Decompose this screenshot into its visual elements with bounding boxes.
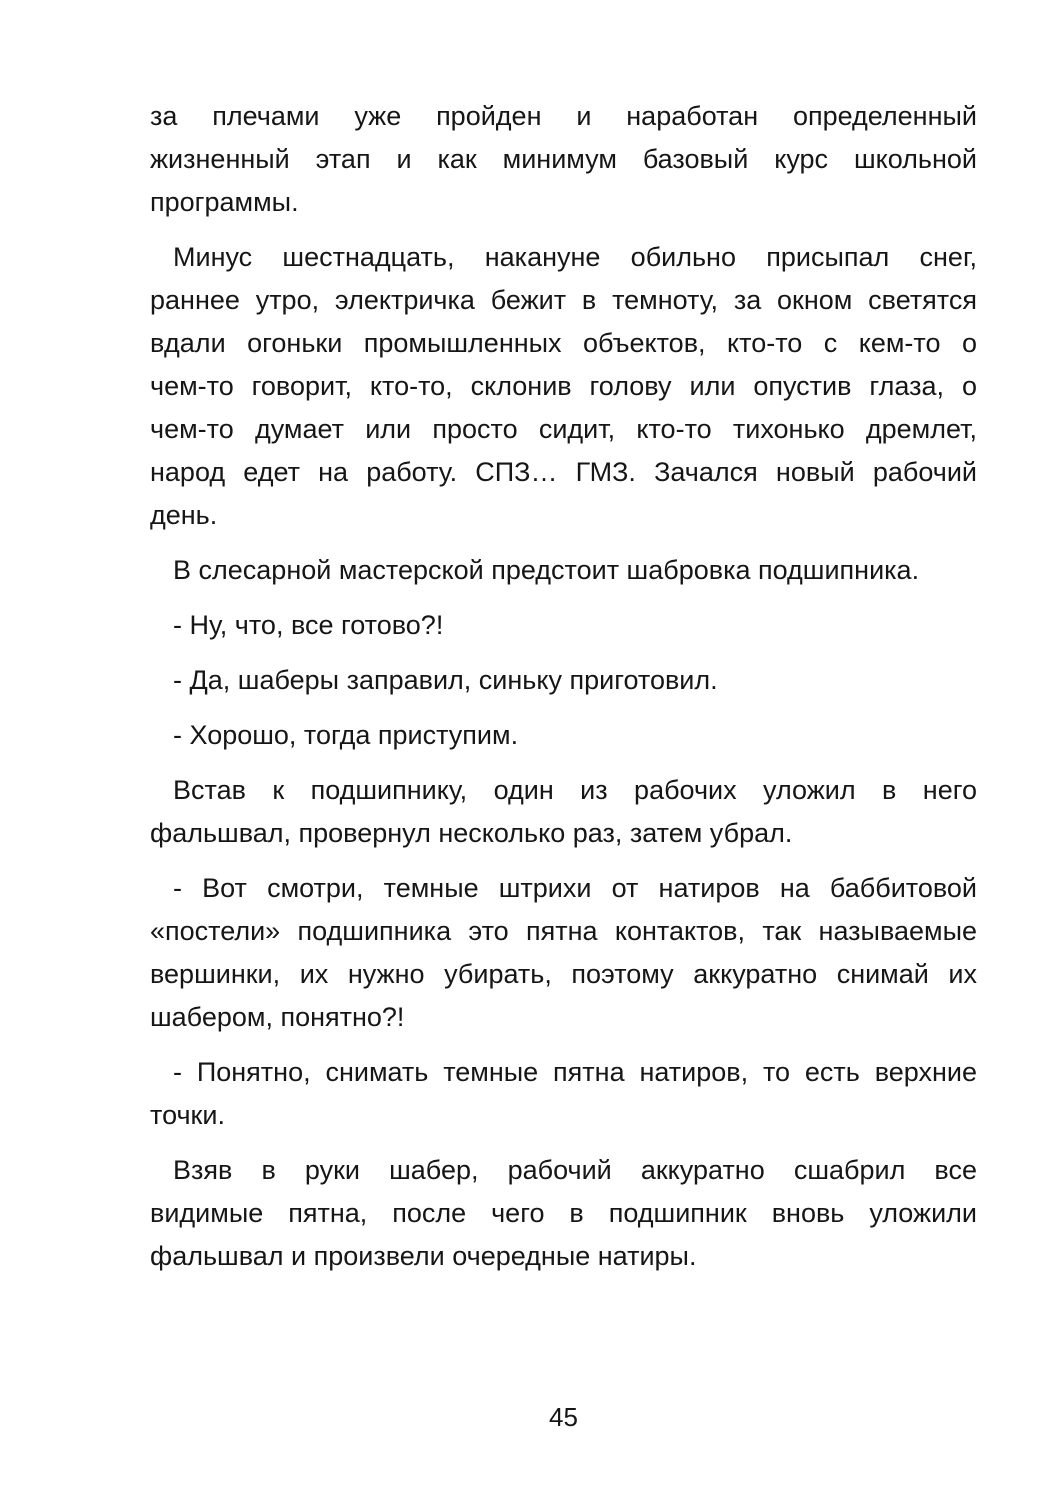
text-line: чем-то думает или просто сидит, кто-то тихонько дремлет, (150, 414, 977, 444)
text-line: вдали огоньки промышленных объектов, кто-то с кем-то о (150, 328, 977, 358)
text-line: чем-то говорит, кто-то, склонив голову или опустив глаза, о (150, 371, 977, 401)
body-paragraph (150, 769, 977, 855)
text-line: жизненный этап и как минимум базовый курс школьной (150, 144, 977, 174)
text-line: раннее утро, электричка бежит в темноту, за окном светятся (150, 285, 977, 315)
text-line: - Хорошо, тогда приступим. (173, 720, 519, 750)
text-line: шабером, понятно?! (150, 1002, 405, 1032)
text-line: фальшвал и произвели очередные натиры. (150, 1241, 697, 1271)
text-line: Минус шестнадцать, накануне обильно присыпал снег, (173, 242, 977, 272)
body-paragraph (150, 549, 977, 592)
body-paragraph (150, 1149, 977, 1278)
text-line: вершинки, их нужно убирать, поэтому аккуратно снимай их (150, 959, 977, 989)
dialogue-paragraph (150, 1051, 977, 1137)
text-line: фальшвал, провернул несколько раз, затем убрал. (150, 818, 793, 848)
text-line: день. (150, 500, 218, 530)
text-line: Взяв в руки шабер, рабочий аккуратно сшабрил все (173, 1155, 977, 1185)
text-line: - Да, шаберы заправил, синьку приготовил. (173, 665, 718, 695)
page-text-block (150, 95, 977, 1290)
text-line: Встав к подшипнику, один из рабочих уложил в него (173, 775, 977, 805)
dialogue-paragraph (150, 714, 977, 757)
text-line: народ едет на работу. СПЗ… ГМЗ. Зачался новый рабочий (150, 457, 977, 487)
text-line: - Вот смотри, темные штрихи от натиров на баббитовой (173, 873, 977, 903)
text-line: за плечами уже пройден и наработан определенный (150, 101, 977, 131)
text-line: «постели» подшипника это пятна контактов, так называемые (150, 916, 977, 946)
text-line: - Ну, что, все готово?! (173, 610, 444, 640)
text-line: точки. (150, 1100, 225, 1130)
page-number: 45 (549, 1402, 578, 1432)
text-line: В слесарной мастерской предстоит шабровка подшипника. (173, 555, 920, 585)
body-paragraph (150, 95, 977, 224)
dialogue-paragraph (150, 604, 977, 647)
text-line: - Понятно, снимать темные пятна натиров, то есть верхние (173, 1057, 977, 1087)
dialogue-paragraph (150, 867, 977, 1039)
body-paragraph (150, 236, 977, 537)
text-line: видимые пятна, после чего в подшипник вновь уложили (150, 1198, 977, 1228)
text-line: программы. (150, 187, 299, 217)
dialogue-paragraph (150, 659, 977, 702)
